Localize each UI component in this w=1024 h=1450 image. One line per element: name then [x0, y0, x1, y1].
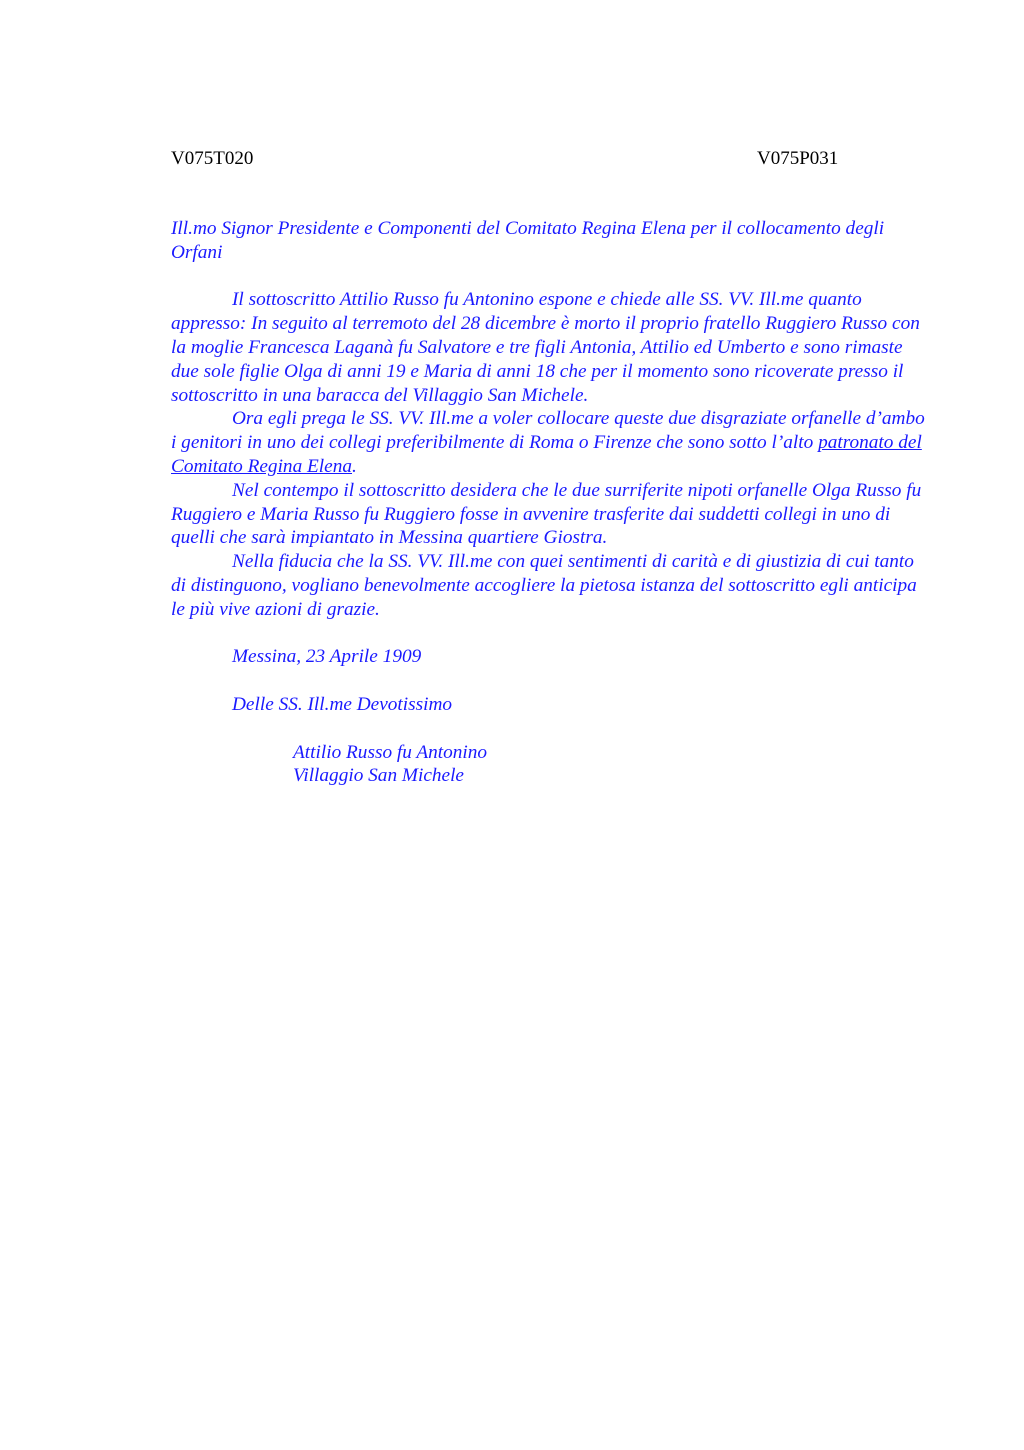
letter-paragraph-4: Nella fiducia che la SS. VV. Ill.me con quei sentimenti di carità e di giustizia di cui tanto di distinguono, vogliano benevolmente accogliere la pietosa istanza del sottoscritto egli anticipa le più vive azioni di grazie.	[171, 551, 917, 620]
letter-paragraph-3: Nel contempo il sottoscritto desidera che le due surriferite nipoti orfanelle Olga Russo fu Ruggiero e Maria Russo fu Ruggiero fosse in avvenire trasferite dai suddetti collegi in uno di quelli che sarà impiantato in Messina quartiere Giostra.	[171, 479, 922, 549]
signature-place: Villaggio San Michele	[293, 765, 464, 787]
document-code-left: V075T020	[171, 148, 254, 169]
signature-name: Attilio Russo fu Antonino	[293, 741, 488, 763]
letter-paragraph-1: Il sottoscritto Attilio Russo fu Antonino espone e chiede alle SS. VV. Ill.me quanto appresso: In seguito al terremoto del 28 dicembre è morto il proprio fratello Ruggiero Russo con la moglie Francesca Laganà fu Salvatore e tre figli Antonia, Attilio ed Umberto e sono rimaste due sole figlie Olga di anni 19 e Maria di anni 18 che per il momento sono ricoverate presso il sottoscritto in una baracca del Villaggio San Michele.	[171, 289, 920, 406]
letter-closing: Delle SS. Ill.me Devotissimo	[232, 693, 453, 715]
paragraph-2-text: Ora egli prega le SS. VV. Ill.me a voler collocare queste due disgraziate orfanelle d’ambo i genitori in uno dei collegi preferibilmente di Roma o Firenze che sono sotto l’alto	[171, 408, 925, 454]
letter-body	[171, 217, 931, 788]
underlined-patronage: patronato del Comitato Regina Elena	[171, 432, 922, 477]
paragraph-2-end: .	[352, 455, 357, 477]
letter-paragraph-2	[171, 407, 931, 478]
document-code-right: V075P031	[757, 148, 839, 169]
letter-addressee: Ill.mo Signor Presidente e Componenti del Comitato Regina Elena per il collocamento degli Orfani	[171, 218, 885, 263]
letter-place-date: Messina, 23 Aprile 1909	[232, 646, 422, 668]
